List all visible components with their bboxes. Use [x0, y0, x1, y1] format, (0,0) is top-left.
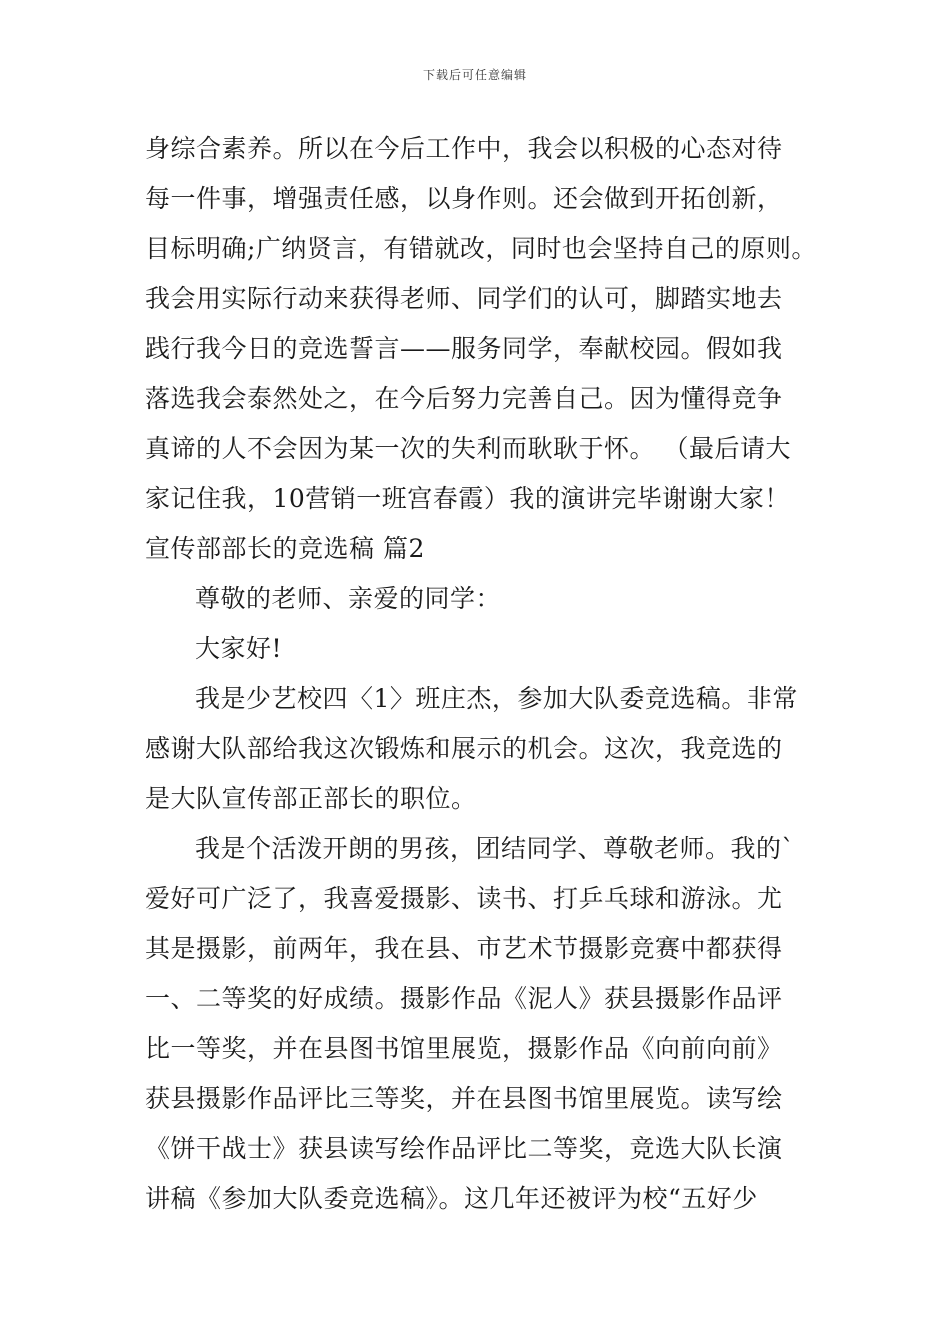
text-line: 我是少艺校四〈1〉班庄杰，参加大队委竞选稿。非常 — [195, 684, 798, 713]
greeting: 大家好! — [195, 634, 283, 663]
text-line: 讲稿《参加大队委竞选稿》。这几年还被评为校“五好少 — [145, 1184, 758, 1213]
page-header: 下载后可任意编辑 — [422, 68, 527, 82]
salutation: 尊敬的老师、亲爱的同学： — [195, 584, 502, 613]
text-line: 我是个活泼开朗的男孩，团结同学、尊敬老师。我的` — [195, 834, 795, 863]
section-title: 宣传部部长的竞选稿 篇2 — [145, 534, 425, 563]
text-line: 真谛的人不会因为某一次的失利而耿耿于怀。 （最后请大 — [145, 434, 791, 463]
text-line: 践行我今日的竞选誓言——服务同学，奉献校园。假如我 — [145, 334, 783, 363]
text-line: 家记住我，10营销一班宫春霞）我的演讲完毕谢谢大家！ — [145, 484, 790, 513]
text-line: 其是摄影，前两年，我在县、市艺术节摄影竞赛中都获得 — [145, 934, 783, 963]
text-line: 目标明确;广纳贤言，有错就改，同时也会坚持自己的原则。 — [145, 234, 817, 263]
text-line: 获县摄影作品评比三等奖，并在县图书馆里展览。读写绘 — [145, 1084, 783, 1113]
text-line: 一、二等奖的好成绩。摄影作品《泥人》获县摄影作品评 — [145, 984, 783, 1013]
text-line: 身综合素养。所以在今后工作中，我会以积极的心态对待 — [145, 134, 783, 163]
text-line: 爱好可广泛了，我喜爱摄影、读书、打乒乓球和游泳。尤 — [145, 884, 783, 913]
text-line: 比一等奖，并在县图书馆里展览，摄影作品《向前向前》 — [145, 1034, 783, 1063]
text-line: 是大队宣传部正部长的职位。 — [145, 784, 477, 813]
text-line: 感谢大队部给我这次锻炼和展示的机会。这次，我竞选的 — [145, 734, 783, 763]
text-line: 每一件事，增强责任感，以身作则。还会做到开拓创新， — [145, 184, 783, 213]
text-line: 《饼干战士》获县读写绘作品评比二等奖，竞选大队长演 — [145, 1134, 783, 1163]
text-line: 落选我会泰然处之，在今后努力完善自己。因为懂得竞争 — [145, 384, 783, 413]
text-line: 我会用实际行动来获得老师、同学们的认可，脚踏实地去 — [145, 284, 783, 313]
